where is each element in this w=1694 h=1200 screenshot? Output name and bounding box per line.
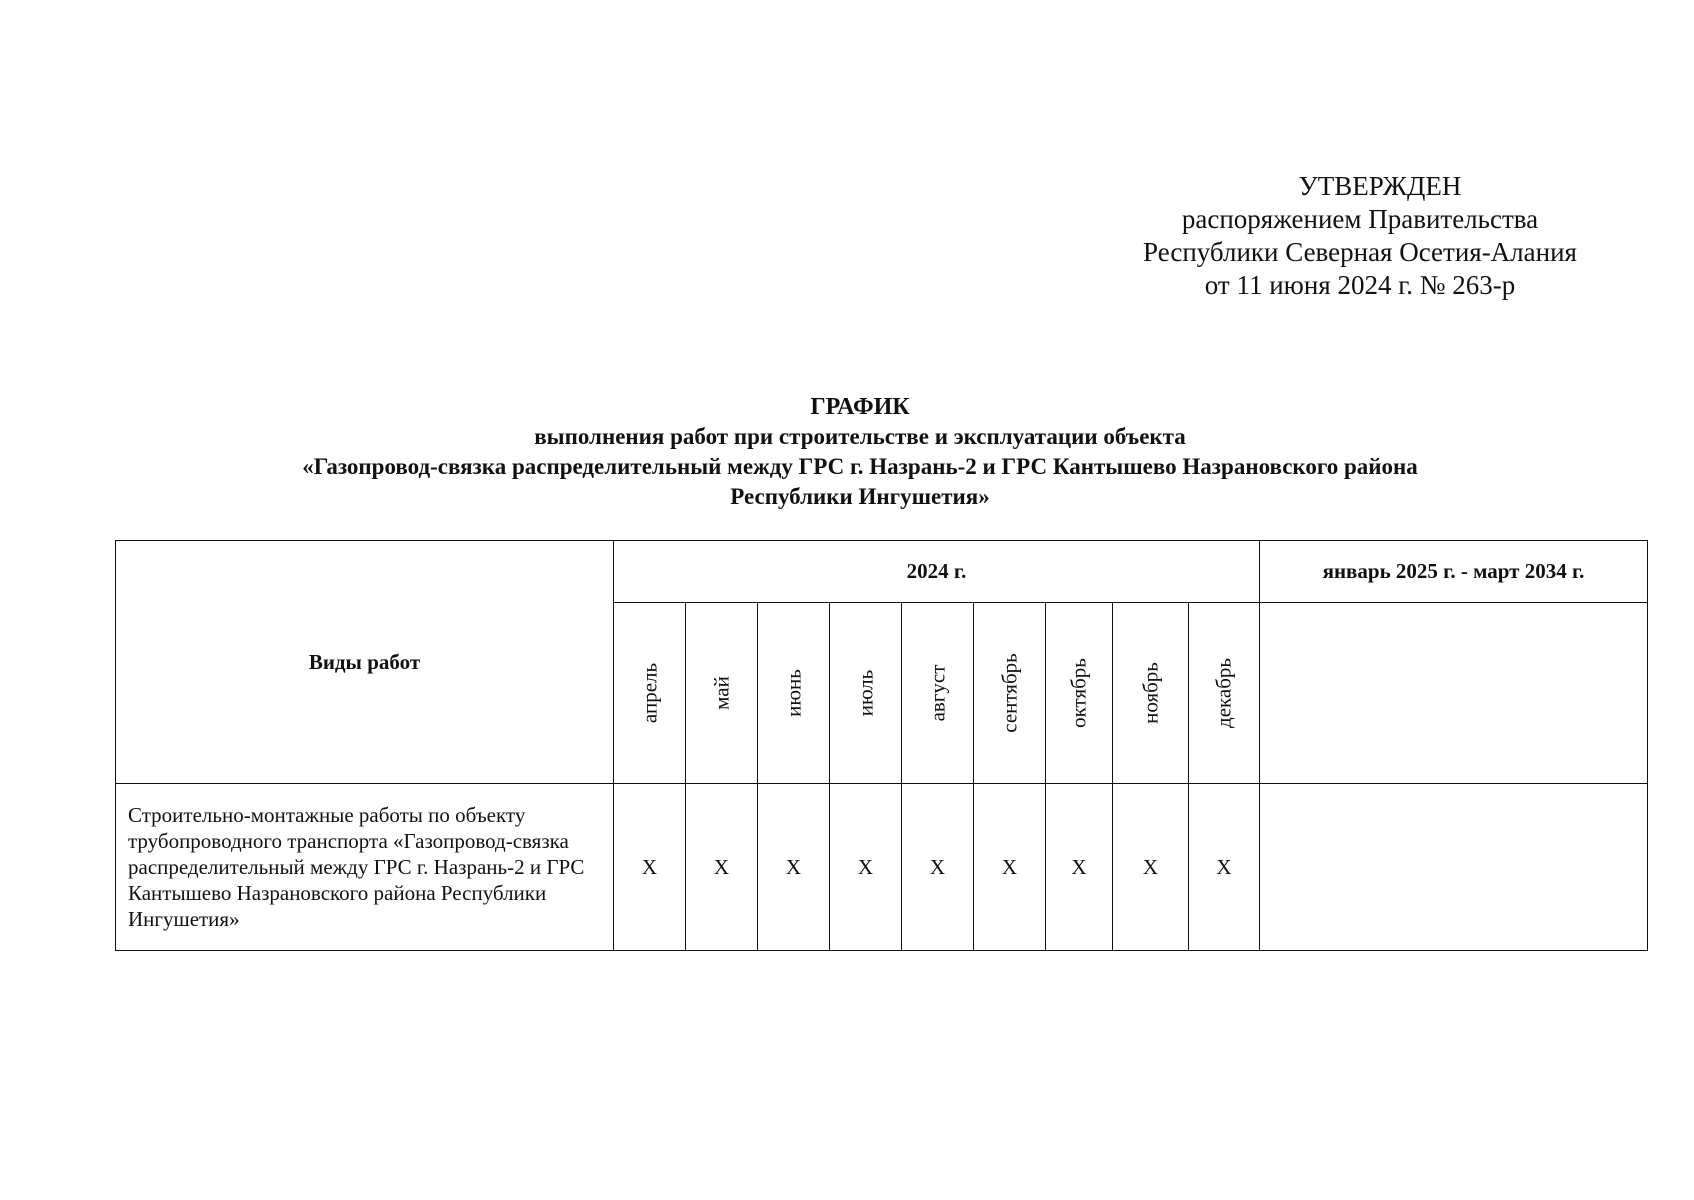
- work-mark: X: [758, 784, 830, 951]
- work-mark: X: [974, 784, 1046, 951]
- work-mark: X: [614, 784, 686, 951]
- work-mark: X: [1113, 784, 1189, 951]
- approval-line-date: от 11 июня 2024 г. № 263-р: [1204, 270, 1516, 300]
- work-kind-cell: Строительно-монтажные работы по объекту трубопроводного транспорта «Газопровод-связка распределительный между ГРС г. Назрань-2 и ГРС Кантышево Назрановского района Республики Ингушетия»: [116, 784, 614, 951]
- work-mark: X: [830, 784, 902, 951]
- work-mark: X: [1046, 784, 1113, 951]
- month-header: [758, 603, 830, 784]
- month-label: июнь: [781, 669, 805, 717]
- title-object-name-cont: Республики Ингушетия»: [730, 484, 990, 509]
- table-row: [116, 784, 1648, 951]
- title-object-name: «Газопровод-связка распределительный между ГРС г. Назрань-2 и ГРС Кантышево Назрановского района: [302, 454, 1418, 479]
- work-mark: X: [902, 784, 974, 951]
- approval-line-republic: Республики Северная Осетия-Алания: [1143, 237, 1577, 267]
- approval-heading: УТВЕРЖДЕН: [1298, 171, 1462, 201]
- month-header: [686, 603, 758, 784]
- month-label: август: [925, 664, 949, 722]
- month-header: [614, 603, 686, 784]
- document-title: [120, 392, 1600, 512]
- title-subtitle: выполнения работ при строительстве и эксплуатации объекта: [534, 424, 1186, 449]
- month-header: [902, 603, 974, 784]
- month-label: июль: [853, 669, 877, 717]
- table-header-row: [116, 541, 1648, 603]
- title-heading: ГРАФИК: [810, 394, 910, 420]
- range-value-cell: [1260, 784, 1648, 951]
- month-header: [1189, 603, 1260, 784]
- header-year: 2024 г.: [614, 541, 1260, 603]
- approval-line-decree: распоряжением Правительства: [1181, 204, 1539, 234]
- month-label: апрель: [637, 662, 661, 724]
- month-label: ноябрь: [1138, 662, 1162, 724]
- month-label: сентябрь: [997, 653, 1021, 733]
- month-header: [1046, 603, 1113, 784]
- header-work-kinds: Виды работ: [116, 541, 614, 784]
- month-label: декабрь: [1211, 658, 1236, 728]
- month-label: май: [709, 676, 733, 710]
- work-mark: X: [686, 784, 758, 951]
- work-mark: X: [1189, 784, 1260, 951]
- month-header: [974, 603, 1046, 784]
- month-header: [830, 603, 902, 784]
- range-empty-header: [1260, 603, 1648, 784]
- approval-block: [1100, 170, 1620, 302]
- schedule-table: [115, 540, 1648, 951]
- month-label: октябрь: [1066, 658, 1091, 728]
- header-range: январь 2025 г. - март 2034 г.: [1260, 541, 1648, 603]
- month-header: [1113, 603, 1189, 784]
